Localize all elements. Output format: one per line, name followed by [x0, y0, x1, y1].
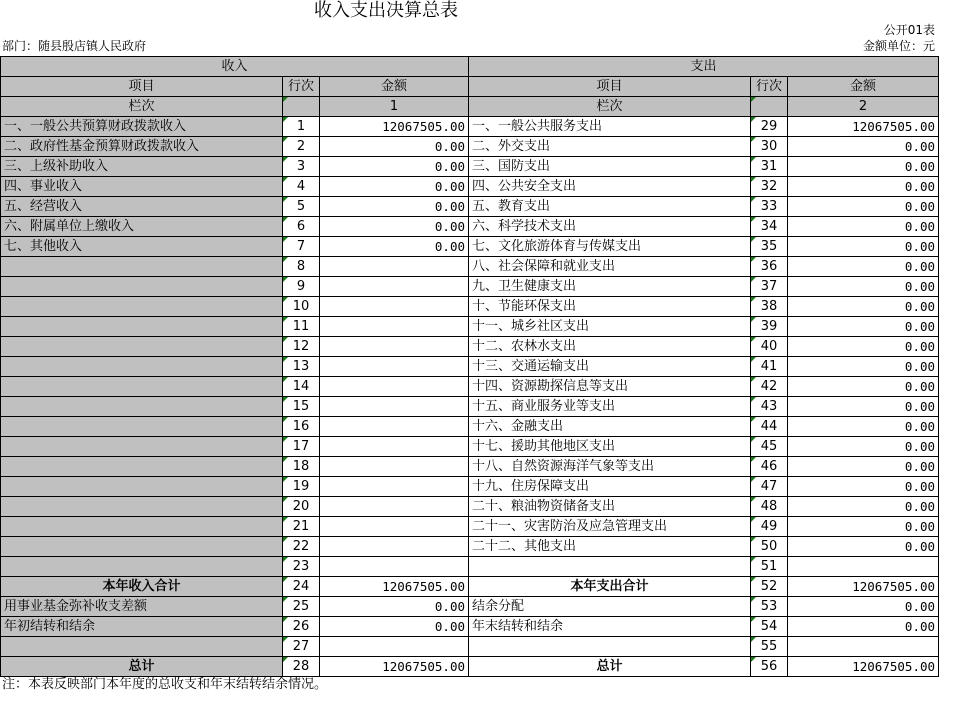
income-row-no-cell[interactable]: 20 [283, 497, 320, 517]
expense-item-cell[interactable]: 十、节能环保支出 [469, 297, 751, 317]
expense-amount-cell[interactable]: 0.00 [788, 537, 939, 557]
expense-amount-cell[interactable]: 0.00 [788, 137, 939, 157]
table-row [1, 497, 939, 517]
expense-amount-header: 金额 [788, 77, 939, 97]
expense-item-cell[interactable]: 十五、商业服务业等支出 [469, 397, 751, 417]
income-row-no-cell[interactable]: 4 [283, 177, 320, 197]
expense-row-no-cell[interactable]: 38 [751, 297, 788, 317]
income-amount-cell[interactable] [320, 317, 469, 337]
table-row [1, 297, 939, 317]
expense-item-cell[interactable] [469, 637, 751, 657]
expense-item-cell[interactable]: 二十、粮油物资储备支出 [469, 497, 751, 517]
income-item-cell[interactable] [1, 257, 283, 277]
expense-item-cell[interactable]: 十二、农林水支出 [469, 337, 751, 357]
expense-row-no-cell[interactable]: 49 [751, 517, 788, 537]
income-item-cell[interactable]: 总计 [1, 657, 283, 677]
expense-amount-cell[interactable]: 0.00 [788, 497, 939, 517]
expense-amount-cell[interactable] [788, 557, 939, 577]
income-amount-cell[interactable]: 0.00 [320, 217, 469, 237]
expense-col-no-label: 栏次 [469, 97, 751, 117]
income-amount-cell[interactable] [320, 457, 469, 477]
income-row-no-cell[interactable]: 21 [283, 517, 320, 537]
expense-row-no-cell[interactable]: 32 [751, 177, 788, 197]
expense-row-no-cell[interactable]: 55 [751, 637, 788, 657]
expense-row-no-cell[interactable]: 36 [751, 257, 788, 277]
expense-row-no-cell[interactable]: 35 [751, 237, 788, 257]
table-row [1, 457, 939, 477]
income-row-no-cell[interactable]: 9 [283, 277, 320, 297]
expense-item-cell[interactable]: 二十二、其他支出 [469, 537, 751, 557]
table-row [1, 217, 939, 237]
expense-item-cell[interactable]: 总计 [469, 657, 751, 677]
income-amount-cell[interactable] [320, 637, 469, 657]
table-row [1, 397, 939, 417]
table-row [1, 437, 939, 457]
income-amount-cell[interactable]: 12067505.00 [320, 657, 469, 677]
income-amount-cell[interactable] [320, 257, 469, 277]
expense-item-cell[interactable]: 十六、金融支出 [469, 417, 751, 437]
table-row [1, 477, 939, 497]
income-row-no-cell[interactable]: 23 [283, 557, 320, 577]
income-item-cell[interactable] [1, 477, 283, 497]
table-row [1, 517, 939, 537]
expense-amount-cell[interactable]: 0.00 [788, 237, 939, 257]
expense-row-no-cell[interactable]: 29 [751, 117, 788, 137]
income-amount-cell[interactable]: 0.00 [320, 197, 469, 217]
income-amount-cell[interactable] [320, 357, 469, 377]
income-row-no-cell[interactable]: 19 [283, 477, 320, 497]
income-amount-cell[interactable]: 12067505.00 [320, 577, 469, 597]
expense-amount-cell[interactable]: 0.00 [788, 397, 939, 417]
expense-row-no-cell[interactable]: 43 [751, 397, 788, 417]
table-row [1, 317, 939, 337]
income-row-no-cell[interactable]: 28 [283, 657, 320, 677]
income-item-cell[interactable] [1, 277, 283, 297]
income-amount-cell[interactable]: 0.00 [320, 137, 469, 157]
income-item-cell[interactable] [1, 517, 283, 537]
expense-amount-cell[interactable]: 0.00 [788, 217, 939, 237]
income-item-cell[interactable] [1, 457, 283, 477]
income-item-cell[interactable] [1, 557, 283, 577]
expense-item-cell[interactable]: 十一、城乡社区支出 [469, 317, 751, 337]
income-item-cell[interactable] [1, 397, 283, 417]
expense-item-cell[interactable]: 十四、资源勘探信息等支出 [469, 377, 751, 397]
expense-item-cell[interactable]: 年末结转和结余 [469, 617, 751, 637]
expense-row-no-cell[interactable]: 30 [751, 137, 788, 157]
expense-row-no-cell[interactable]: 31 [751, 157, 788, 177]
income-item-cell[interactable]: 一、一般公共预算财政拨款收入 [1, 117, 283, 137]
form-number: 公开01表 [883, 23, 935, 37]
income-row-no-cell[interactable]: 17 [283, 437, 320, 457]
expense-row-no-cell[interactable]: 50 [751, 537, 788, 557]
page-title: 收入支出决算总表 [314, 0, 458, 21]
income-col-number: 1 [320, 97, 469, 117]
expense-row-no-cell[interactable]: 54 [751, 617, 788, 637]
income-row-no-cell[interactable]: 16 [283, 417, 320, 437]
expense-row-no-cell[interactable]: 48 [751, 497, 788, 517]
income-amount-cell[interactable]: 0.00 [320, 597, 469, 617]
expense-item-cell[interactable]: 十七、援助其他地区支出 [469, 437, 751, 457]
expense-item-cell[interactable] [469, 557, 751, 577]
expense-item-cell[interactable]: 二十一、灾害防治及应急管理支出 [469, 517, 751, 537]
table-row [1, 117, 939, 137]
table-row [1, 557, 939, 577]
income-amount-cell[interactable] [320, 277, 469, 297]
expense-row-no-cell[interactable]: 46 [751, 457, 788, 477]
income-row-no-cell[interactable]: 27 [283, 637, 320, 657]
income-row-no-cell[interactable]: 15 [283, 397, 320, 417]
table-row [1, 157, 939, 177]
expense-row-no-cell[interactable]: 45 [751, 437, 788, 457]
income-item-header: 项目 [1, 77, 283, 97]
income-amount-cell[interactable] [320, 557, 469, 577]
table-row [1, 597, 939, 617]
income-amount-cell[interactable] [320, 537, 469, 557]
expense-item-cell[interactable]: 五、教育支出 [469, 197, 751, 217]
income-item-cell[interactable] [1, 357, 283, 377]
expense-item-cell[interactable]: 二、外交支出 [469, 137, 751, 157]
income-row-no-cell[interactable]: 13 [283, 357, 320, 377]
income-row-no-cell[interactable]: 25 [283, 597, 320, 617]
table-row [1, 577, 939, 597]
expense-amount-cell[interactable]: 0.00 [788, 617, 939, 637]
expense-amount-cell[interactable]: 0.00 [788, 337, 939, 357]
income-item-cell[interactable]: 年初结转和结余 [1, 617, 283, 637]
expense-amount-cell[interactable]: 0.00 [788, 157, 939, 177]
expense-row-no-cell[interactable]: 51 [751, 557, 788, 577]
expense-row-no-cell[interactable]: 44 [751, 417, 788, 437]
expense-row-no-cell[interactable]: 40 [751, 337, 788, 357]
table-row [1, 637, 939, 657]
expense-amount-cell[interactable]: 0.00 [788, 477, 939, 497]
expense-amount-cell[interactable]: 0.00 [788, 317, 939, 337]
expense-item-cell[interactable]: 八、社会保障和就业支出 [469, 257, 751, 277]
income-amount-cell[interactable]: 0.00 [320, 237, 469, 257]
table-row [1, 197, 939, 217]
amount-unit-label: 金额单位：元 [862, 39, 935, 53]
table-row [1, 257, 939, 277]
expense-amount-cell[interactable]: 0.00 [788, 417, 939, 437]
expense-item-header: 项目 [469, 77, 751, 97]
income-amount-cell[interactable]: 0.00 [320, 157, 469, 177]
expense-item-cell[interactable]: 本年支出合计 [469, 577, 751, 597]
income-row-no-cell[interactable]: 26 [283, 617, 320, 637]
column-number-row [1, 97, 939, 117]
expense-amount-cell[interactable]: 12067505.00 [788, 657, 939, 677]
income-item-cell[interactable]: 二、政府性基金预算财政拨款收入 [1, 137, 283, 157]
expense-amount-cell[interactable]: 0.00 [788, 597, 939, 617]
expense-row-no-header: 行次 [751, 77, 788, 97]
table-row [1, 417, 939, 437]
income-item-cell[interactable] [1, 337, 283, 357]
income-row-no-cell[interactable]: 14 [283, 377, 320, 397]
expense-item-cell[interactable]: 三、国防支出 [469, 157, 751, 177]
expense-amount-cell[interactable]: 0.00 [788, 177, 939, 197]
table-row [1, 137, 939, 157]
income-amount-cell[interactable] [320, 417, 469, 437]
income-row-no-cell[interactable]: 1 [283, 117, 320, 137]
expense-item-cell[interactable]: 十三、交通运输支出 [469, 357, 751, 377]
table-row [1, 617, 939, 637]
income-row-no-cell[interactable]: 6 [283, 217, 320, 237]
expense-item-cell[interactable]: 七、文化旅游体育与传媒支出 [469, 237, 751, 257]
expense-row-no-cell[interactable]: 41 [751, 357, 788, 377]
income-col-no-blank [283, 97, 320, 117]
expense-item-cell[interactable]: 结余分配 [469, 597, 751, 617]
expense-amount-cell[interactable]: 0.00 [788, 437, 939, 457]
income-amount-header: 金额 [320, 77, 469, 97]
table-row [1, 237, 939, 257]
income-amount-cell[interactable] [320, 377, 469, 397]
expense-row-no-cell[interactable]: 42 [751, 377, 788, 397]
income-item-cell[interactable] [1, 297, 283, 317]
expense-amount-cell[interactable]: 0.00 [788, 197, 939, 217]
expense-amount-cell[interactable]: 0.00 [788, 457, 939, 477]
income-row-no-cell[interactable]: 7 [283, 237, 320, 257]
income-amount-cell[interactable] [320, 517, 469, 537]
expense-item-cell[interactable]: 十八、自然资源海洋气象等支出 [469, 457, 751, 477]
income-row-no-cell[interactable]: 22 [283, 537, 320, 557]
table-row [1, 177, 939, 197]
expense-amount-cell[interactable]: 0.00 [788, 357, 939, 377]
income-amount-cell[interactable]: 0.00 [320, 177, 469, 197]
income-amount-cell[interactable] [320, 437, 469, 457]
income-item-cell[interactable] [1, 437, 283, 457]
table-row [1, 377, 939, 397]
table-row [1, 337, 939, 357]
expense-row-no-cell[interactable]: 52 [751, 577, 788, 597]
income-item-cell[interactable] [1, 417, 283, 437]
expense-item-cell[interactable]: 十九、住房保障支出 [469, 477, 751, 497]
expense-amount-cell[interactable]: 0.00 [788, 517, 939, 537]
income-row-no-cell[interactable]: 5 [283, 197, 320, 217]
expense-item-cell[interactable]: 四、公共安全支出 [469, 177, 751, 197]
section-header-row [1, 57, 939, 77]
income-item-cell[interactable]: 五、经营收入 [1, 197, 283, 217]
column-header-row [1, 77, 939, 97]
expense-item-cell[interactable]: 六、科学技术支出 [469, 217, 751, 237]
income-row-no-cell[interactable]: 18 [283, 457, 320, 477]
expense-row-no-cell[interactable]: 47 [751, 477, 788, 497]
expense-row-no-cell[interactable]: 33 [751, 197, 788, 217]
expense-col-no-blank [751, 97, 788, 117]
expense-row-no-cell[interactable]: 56 [751, 657, 788, 677]
footnote: 注：本表反映部门本年度的总收支和年末结转结余情况。 [2, 677, 328, 692]
income-row-no-cell[interactable]: 12 [283, 337, 320, 357]
income-amount-cell[interactable]: 0.00 [320, 617, 469, 637]
income-item-cell[interactable]: 七、其他收入 [1, 237, 283, 257]
income-amount-cell[interactable] [320, 397, 469, 417]
expense-amount-cell[interactable] [788, 637, 939, 657]
income-item-cell[interactable] [1, 497, 283, 517]
expense-amount-cell[interactable]: 0.00 [788, 257, 939, 277]
income-row-no-cell[interactable]: 24 [283, 577, 320, 597]
income-item-cell[interactable] [1, 317, 283, 337]
income-row-no-header: 行次 [283, 77, 320, 97]
income-item-cell[interactable] [1, 377, 283, 397]
income-expense-table [0, 56, 939, 677]
income-row-no-cell[interactable]: 11 [283, 317, 320, 337]
income-section-header: 收入 [1, 57, 469, 77]
department-label: 部门：随县殷店镇人民政府 [2, 39, 147, 53]
expense-amount-cell[interactable]: 12067505.00 [788, 117, 939, 137]
income-amount-cell[interactable] [320, 337, 469, 357]
expense-amount-cell[interactable]: 0.00 [788, 277, 939, 297]
income-item-cell[interactable]: 六、附属单位上缴收入 [1, 217, 283, 237]
expense-section-header: 支出 [469, 57, 939, 77]
expense-amount-cell[interactable]: 0.00 [788, 297, 939, 317]
table-row [1, 277, 939, 297]
income-item-cell[interactable]: 本年收入合计 [1, 577, 283, 597]
expense-row-no-cell[interactable]: 39 [751, 317, 788, 337]
income-item-cell[interactable] [1, 637, 283, 657]
income-row-no-cell[interactable]: 10 [283, 297, 320, 317]
table-row [1, 357, 939, 377]
table-row [1, 657, 939, 677]
expense-row-no-cell[interactable]: 37 [751, 277, 788, 297]
expense-item-cell[interactable]: 一、一般公共服务支出 [469, 117, 751, 137]
income-item-cell[interactable]: 三、上级补助收入 [1, 157, 283, 177]
income-row-no-cell[interactable]: 8 [283, 257, 320, 277]
income-item-cell[interactable]: 用事业基金弥补收支差额 [1, 597, 283, 617]
income-row-no-cell[interactable]: 3 [283, 157, 320, 177]
expense-amount-cell[interactable]: 12067505.00 [788, 577, 939, 597]
income-amount-cell[interactable] [320, 477, 469, 497]
income-amount-cell[interactable]: 12067505.00 [320, 117, 469, 137]
expense-row-no-cell[interactable]: 53 [751, 597, 788, 617]
expense-col-number: 2 [788, 97, 939, 117]
expense-amount-cell[interactable]: 0.00 [788, 377, 939, 397]
expense-item-cell[interactable]: 九、卫生健康支出 [469, 277, 751, 297]
table-row [1, 537, 939, 557]
income-item-cell[interactable] [1, 537, 283, 557]
income-amount-cell[interactable] [320, 297, 469, 317]
income-item-cell[interactable]: 四、事业收入 [1, 177, 283, 197]
expense-row-no-cell[interactable]: 34 [751, 217, 788, 237]
income-col-no-label: 栏次 [1, 97, 283, 117]
income-row-no-cell[interactable]: 2 [283, 137, 320, 157]
income-amount-cell[interactable] [320, 497, 469, 517]
